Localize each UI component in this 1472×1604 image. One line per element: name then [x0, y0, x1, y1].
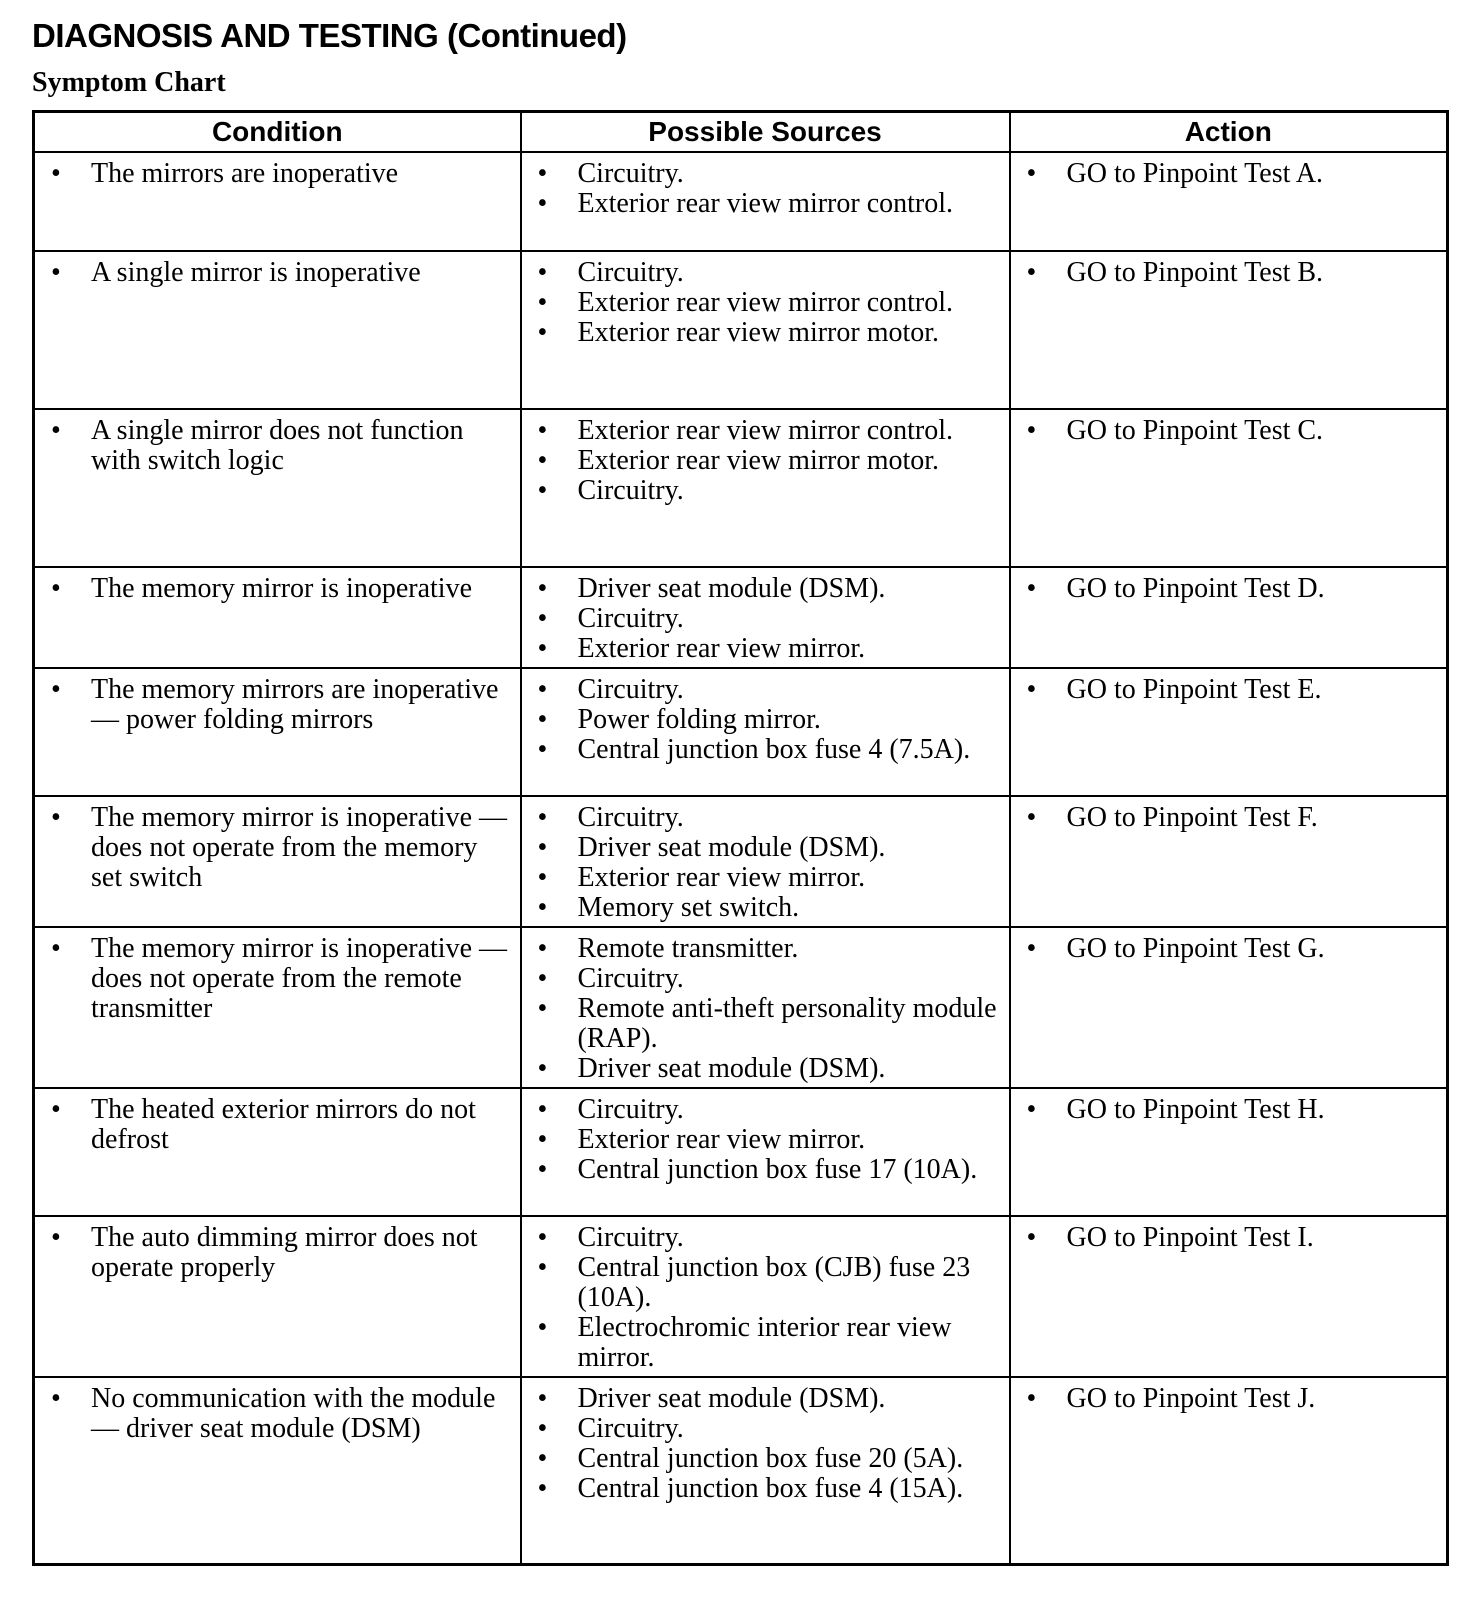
- action-text: • GO to Pinpoint Test I.: [1019, 1223, 1439, 1253]
- source-item: • Central junction box fuse 20 (5A).: [530, 1444, 1001, 1474]
- action-cell: [1010, 927, 1448, 1088]
- action-text: • GO to Pinpoint Test B.: [1019, 258, 1439, 288]
- condition-cell: [34, 251, 521, 409]
- source-item: • Remote anti-theft personality module (RAP).: [530, 994, 1001, 1054]
- source-item: • Circuitry.: [530, 675, 1001, 705]
- condition-text: • The mirrors are inoperative: [43, 159, 512, 189]
- source-item: • Memory set switch.: [530, 893, 1001, 923]
- source-item: • Circuitry.: [530, 1414, 1001, 1444]
- table-row: [34, 251, 1448, 409]
- source-item: • Circuitry.: [530, 604, 1001, 634]
- action-cell: [1010, 1088, 1448, 1216]
- condition-text: • The memory mirror is inoperative — does not operate from the remote transmitter: [43, 934, 512, 1024]
- symptom-chart-table: [32, 110, 1449, 1566]
- condition-text: • The memory mirror is inoperative — does not operate from the memory set switch: [43, 803, 512, 893]
- condition-text: • The memory mirror is inoperative: [43, 574, 512, 604]
- source-item: • Exterior rear view mirror control.: [530, 288, 1001, 318]
- condition-cell: [34, 152, 521, 251]
- source-item: • Circuitry.: [530, 258, 1001, 288]
- table-row: [34, 1088, 1448, 1216]
- possible-sources-cell: [521, 1377, 1010, 1564]
- action-cell: [1010, 1377, 1448, 1564]
- possible-sources-cell: [521, 251, 1010, 409]
- action-text: • GO to Pinpoint Test E.: [1019, 675, 1439, 705]
- action-cell: [1010, 152, 1448, 251]
- source-item: • Driver seat module (DSM).: [530, 574, 1001, 604]
- table-row: [34, 927, 1448, 1088]
- table-row: [34, 796, 1448, 927]
- action-cell: [1010, 409, 1448, 567]
- action-text: • GO to Pinpoint Test H.: [1019, 1095, 1439, 1125]
- action-text: • GO to Pinpoint Test J.: [1019, 1384, 1439, 1414]
- action-text: • GO to Pinpoint Test D.: [1019, 574, 1439, 604]
- table-header-row: [34, 112, 1448, 153]
- action-text: • GO to Pinpoint Test F.: [1019, 803, 1439, 833]
- condition-cell: [34, 668, 521, 796]
- condition-text: • No communication with the module — driver seat module (DSM): [43, 1384, 512, 1444]
- condition-cell: [34, 796, 521, 927]
- page-title: DIAGNOSIS AND TESTING (Continued): [32, 17, 627, 54]
- source-item: • Power folding mirror.: [530, 705, 1001, 735]
- action-cell: [1010, 668, 1448, 796]
- action-cell: [1010, 251, 1448, 409]
- source-item: • Circuitry.: [530, 1223, 1001, 1253]
- column-header-possible-sources: Possible Sources: [521, 112, 1010, 153]
- condition-cell: [34, 567, 521, 668]
- possible-sources-cell: [521, 1088, 1010, 1216]
- source-item: • Exterior rear view mirror motor.: [530, 318, 1001, 348]
- condition-text: • A single mirror is inoperative: [43, 258, 512, 288]
- column-header-action: Action: [1010, 112, 1448, 153]
- possible-sources-cell: [521, 409, 1010, 567]
- possible-sources-cell: [521, 796, 1010, 927]
- source-item: • Electrochromic interior rear view mirror.: [530, 1313, 1001, 1373]
- action-text: • GO to Pinpoint Test G.: [1019, 934, 1439, 964]
- source-item: • Central junction box (CJB) fuse 23 (10A).: [530, 1253, 1001, 1313]
- source-item: • Driver seat module (DSM).: [530, 1054, 1001, 1084]
- source-item: • Exterior rear view mirror motor.: [530, 446, 1001, 476]
- source-item: • Circuitry.: [530, 803, 1001, 833]
- possible-sources-cell: [521, 927, 1010, 1088]
- table-row: [34, 1377, 1448, 1564]
- table-row: [34, 152, 1448, 251]
- source-item: • Circuitry.: [530, 159, 1001, 189]
- source-item: • Driver seat module (DSM).: [530, 833, 1001, 863]
- source-item: • Exterior rear view mirror control.: [530, 416, 1001, 446]
- source-item: • Circuitry.: [530, 476, 1001, 506]
- table-row: [34, 567, 1448, 668]
- condition-text: • The memory mirrors are inoperative — power folding mirrors: [43, 675, 512, 735]
- condition-text: • The auto dimming mirror does not operate properly: [43, 1223, 512, 1283]
- possible-sources-cell: [521, 1216, 1010, 1377]
- condition-text: • The heated exterior mirrors do not defrost: [43, 1095, 512, 1155]
- condition-text: • A single mirror does not function with switch logic: [43, 416, 512, 476]
- table-row: [34, 1216, 1448, 1377]
- source-item: • Exterior rear view mirror control.: [530, 189, 1001, 219]
- source-item: • Driver seat module (DSM).: [530, 1384, 1001, 1414]
- source-item: • Circuitry.: [530, 964, 1001, 994]
- source-item: • Remote transmitter.: [530, 934, 1001, 964]
- source-item: • Central junction box fuse 4 (7.5A).: [530, 735, 1001, 765]
- table-body: [34, 152, 1448, 1564]
- condition-cell: [34, 1088, 521, 1216]
- action-text: • GO to Pinpoint Test C.: [1019, 416, 1439, 446]
- action-cell: [1010, 1216, 1448, 1377]
- section-title: Symptom Chart: [32, 67, 226, 98]
- source-item: • Exterior rear view mirror.: [530, 863, 1001, 893]
- table-row: [34, 409, 1448, 567]
- condition-cell: [34, 1377, 521, 1564]
- action-cell: [1010, 796, 1448, 927]
- possible-sources-cell: [521, 152, 1010, 251]
- condition-cell: [34, 1216, 521, 1377]
- source-item: • Circuitry.: [530, 1095, 1001, 1125]
- possible-sources-cell: [521, 567, 1010, 668]
- possible-sources-cell: [521, 668, 1010, 796]
- source-item: • Exterior rear view mirror.: [530, 634, 1001, 664]
- condition-cell: [34, 409, 521, 567]
- table-row: [34, 668, 1448, 796]
- source-item: • Central junction box fuse 17 (10A).: [530, 1155, 1001, 1185]
- action-text: • GO to Pinpoint Test A.: [1019, 159, 1439, 189]
- action-cell: [1010, 567, 1448, 668]
- column-header-condition: Condition: [34, 112, 521, 153]
- source-item: • Exterior rear view mirror.: [530, 1125, 1001, 1155]
- condition-cell: [34, 927, 521, 1088]
- source-item: • Central junction box fuse 4 (15A).: [530, 1474, 1001, 1504]
